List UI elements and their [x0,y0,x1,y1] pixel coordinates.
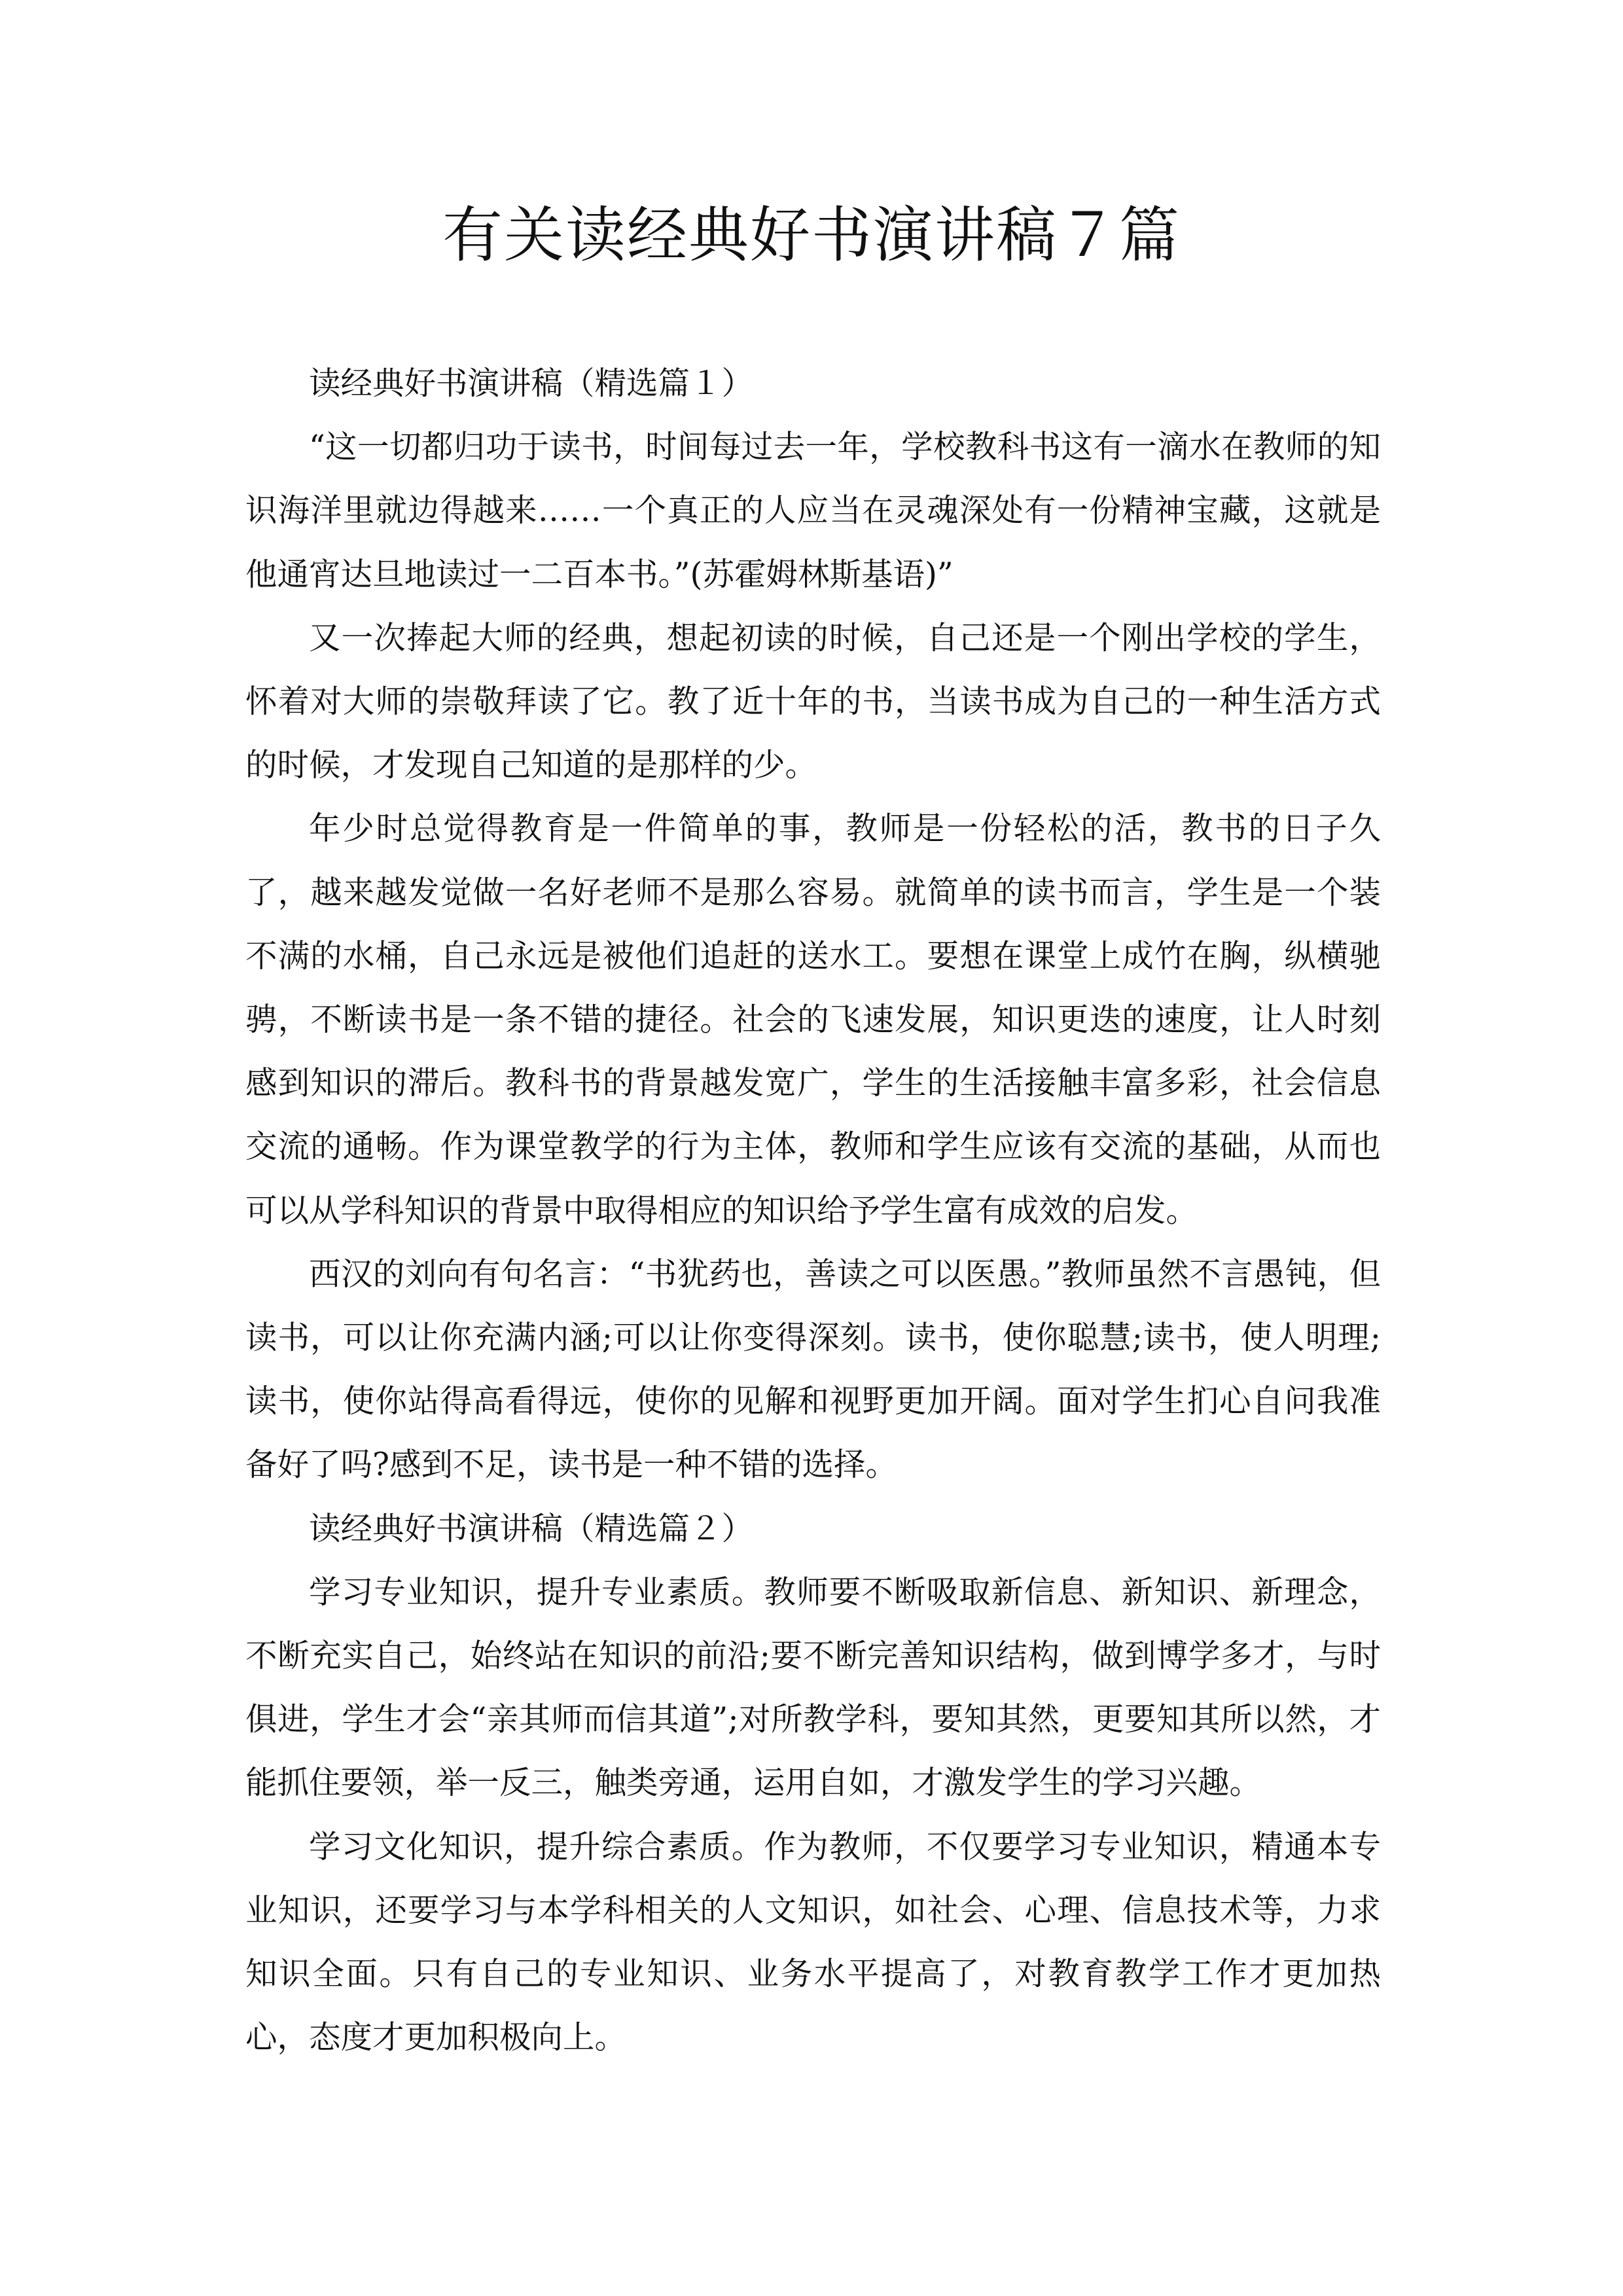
document-body [245,352,1381,2070]
paragraph: 西汉的刘向有句名言：“书犹药也，善读之可以医愚。”教师虽然不言愚钝，但读书，可以让你充满内涵;可以让你变得深刻。读书，使你聪慧;读书，使人明理;读书，使你站得高看得远，使你的见解和视野更加开阔。面对学生扪心自问我准备好了吗?感到不足，读书是一种不错的选择。 [245,1255,1381,1484]
paragraph: 年少时总觉得教育是一件简单的事，教师是一份轻松的活，教书的日子久了，越来越发觉做一名好老师不是那么容易。就简单的读书而言，学生是一个装不满的水桶，自己永远是被他们追赶的送水工。要想在课堂上成竹在胸，纵横驰骋，不断读书是一条不错的捷径。社会的飞速发展，知识更迭的速度，让人时刻感到知识的滞后。教科书的背景越发宽广，学生的生活接触丰富多彩，社会信息交流的通畅。作为课堂教学的行为主体，教师和学生应该有交流的基础，从而也可以从学科知识的背景中取得相应的知识给予学生富有成效的启发。 [245,810,1381,1229]
paragraph: 学习专业知识，提升专业素质。教师要不断吸取新信息、新知识、新理念，不断充实自己，始终站在知识的前沿;要不断完善知识结构，做到博学多才，与时俱进，学生才会“亲其师而信其道”;对所教学科，要知其然，更要知其所以然，才能抓住要领，举一反三，触类旁通，运用自如，才激发学生的学习兴趣。 [245,1573,1381,1802]
section-heading: 读经典好书演讲稿（精选篇１） [309,365,754,402]
paragraph: “这一切都归功于读书，时间每过去一年，学校教科书这有一滴水在教师的知识海洋里就边得越来……一个真正的人应当在灵魂深处有一份精神宝藏，这就是他通宵达旦地读过一二百本书。”(苏霍姆林斯基语)” [245,429,1381,593]
paragraph: 又一次捧起大师的经典，想起初读的时候，自己还是一个刚出学校的学生，怀着对大师的崇敬拜读了它。教了近十年的书，当读书成为自己的一种生活方式的时候，才发现自己知道的是那样的少。 [245,619,1381,784]
section-heading: 读经典好书演讲稿（精选篇２） [309,1510,754,1547]
document-title: 有关读经典好书演讲稿７篇 [442,200,1181,270]
paragraph: 学习文化知识，提升综合素质。作为教师，不仅要学习专业知识，精通本专业知识，还要学习与本学科相关的人文知识，如社会、心理、信息技术等，力求知识全面。只有自己的专业知识、业务水平提高了，对教育教学工作才更加热心，态度才更加积极向上。 [245,1828,1381,2056]
